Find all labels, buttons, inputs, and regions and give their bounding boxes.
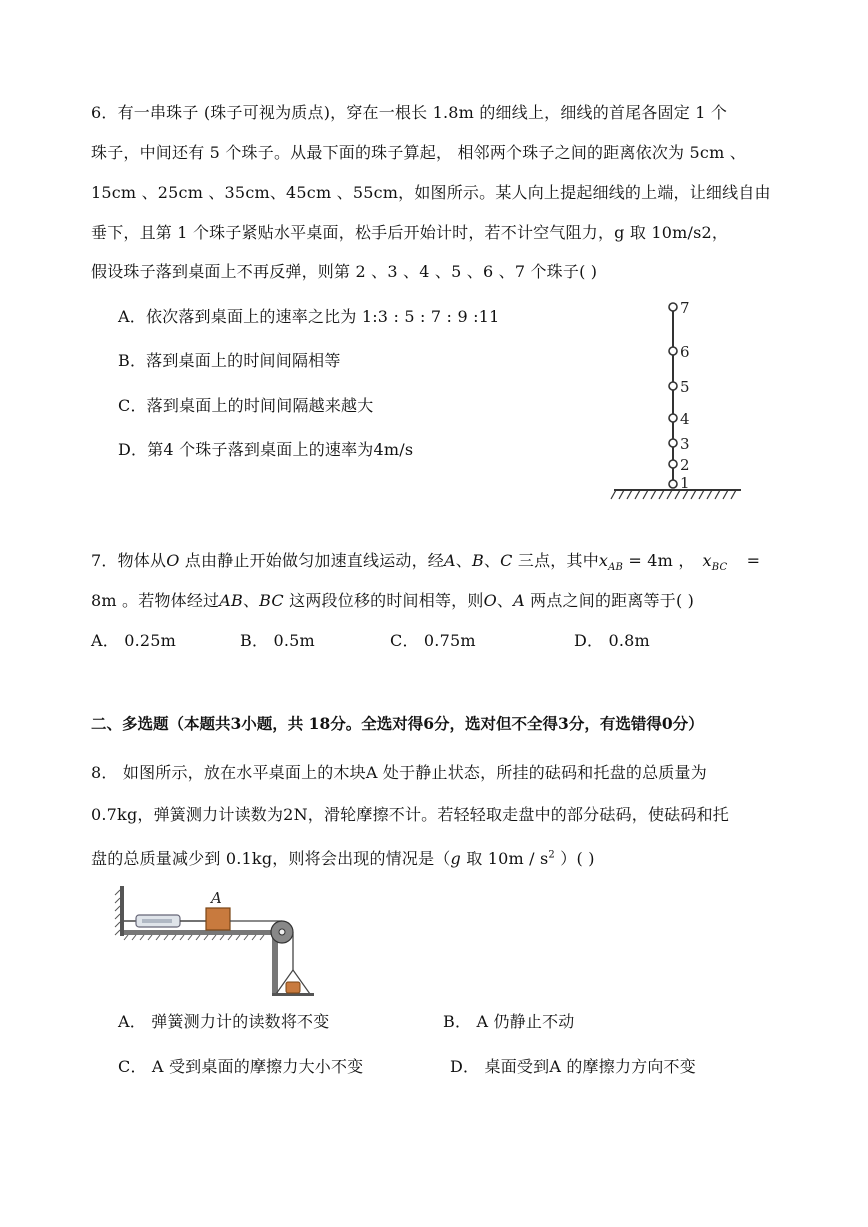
q6-line-4: 垂下，且第 1 个珠子紧贴水平桌面，松手后开始计时，若不计空气阻力，g 取 10m/s2，	[91, 223, 729, 242]
block-a	[206, 908, 230, 930]
bead-label-1: 1	[680, 474, 690, 492]
bead-label-6: 6	[680, 343, 690, 361]
bead-label-7: 7	[680, 299, 690, 317]
q6-line-1: 6．有一串珠子 (珠子可视为质点)，穿在一根长 1.8m 的细线上，细线的首尾各固定 1 个	[91, 103, 728, 122]
q7-line-1: 7．物体从O 点由静止开始做匀加速直线运动，经A、B、C 三点，其中$x_{AB} = 4m$ ， $x_{BC}$ =	[91, 551, 761, 574]
q8-option-a: A． 弹簧测力计的读数将不变	[118, 1012, 330, 1031]
q6-line-5: 假设珠子落到桌面上不再反弹，则第 2 、3 、4 、5 、6 、7 个珠子( )	[91, 262, 598, 281]
q6-line-2: 珠子，中间还有 5 个珠子。从最下面的珠子算起， 相邻两个珠子之间的距离依次为 5cm 、	[91, 143, 746, 162]
wall	[120, 886, 124, 936]
q8-option-d: D． 桌面受到A 的摩擦力方向不变	[450, 1057, 696, 1076]
q6-line-3: 15cm 、25cm 、35cm、45cm 、55cm，如图所示。某人向上提起细线的上端，让细线自由	[91, 183, 771, 202]
spring-scale-pulley-figure	[114, 884, 314, 1000]
bead-7	[669, 303, 677, 311]
q8-option-c: C． A 受到桌面的摩擦力大小不变	[118, 1057, 364, 1076]
bead-1	[669, 480, 677, 488]
table-surface	[124, 930, 279, 935]
q7-option-b: B． 0.5m	[240, 631, 315, 650]
bead-label-2: 2	[680, 456, 690, 474]
q8-line-3: 盘的总质量减少到 0.1kg，则将会出现的情况是（g 取 $10m / s^2$ ）( )	[91, 849, 595, 868]
bead-label-4: 4	[680, 410, 690, 428]
q6-option-c: C．落到桌面上的时间间隔越来越大	[118, 396, 374, 415]
bead-label-5: 5	[680, 378, 690, 396]
q6-option-d: D．第4 个珠子落到桌面上的速率为4m/s	[118, 440, 414, 459]
bead-6	[669, 347, 677, 355]
bead-string-figure	[608, 294, 748, 506]
q7-option-c: C． 0.75m	[390, 631, 476, 650]
q7-option-a: A． 0.25m	[91, 631, 177, 650]
q7-option-d: D． 0.8m	[574, 631, 650, 650]
bead-2	[669, 460, 677, 468]
q7-line-2: 8m 。若物体经过AB、BC 这两段位移的时间相等，则O、A 两点之间的距离等于( )	[91, 591, 695, 610]
section-heading-multiple-choice: 二、多选题（本题共3小题，共 18分。全选对得6分，选对但不全得3分，有选错得0分）	[91, 714, 704, 733]
bead-4	[669, 414, 677, 422]
q8-line-2: 0.7kg，弹簧测力计读数为2N，滑轮摩擦不计。若轻轻取走盘中的部分砝码，使砝码和托	[91, 805, 729, 824]
q6-option-a: A．依次落到桌面上的速率之比为 1:3 : 5 : 7 : 9 :11	[118, 307, 500, 326]
ground-hatch	[611, 490, 736, 499]
bead-3	[669, 439, 677, 447]
weight	[286, 982, 300, 993]
bead-5	[669, 382, 677, 390]
q8-option-b: B． A 仍静止不动	[443, 1012, 575, 1031]
bead-label-3: 3	[680, 435, 690, 453]
q6-option-b: B．落到桌面上的时间间隔相等	[118, 351, 341, 370]
block-a-label: A	[211, 889, 222, 907]
q8-line-1: 8． 如图所示，放在水平桌面上的木块A 处于静止状态，所挂的砝码和托盘的总质量为	[91, 763, 707, 782]
